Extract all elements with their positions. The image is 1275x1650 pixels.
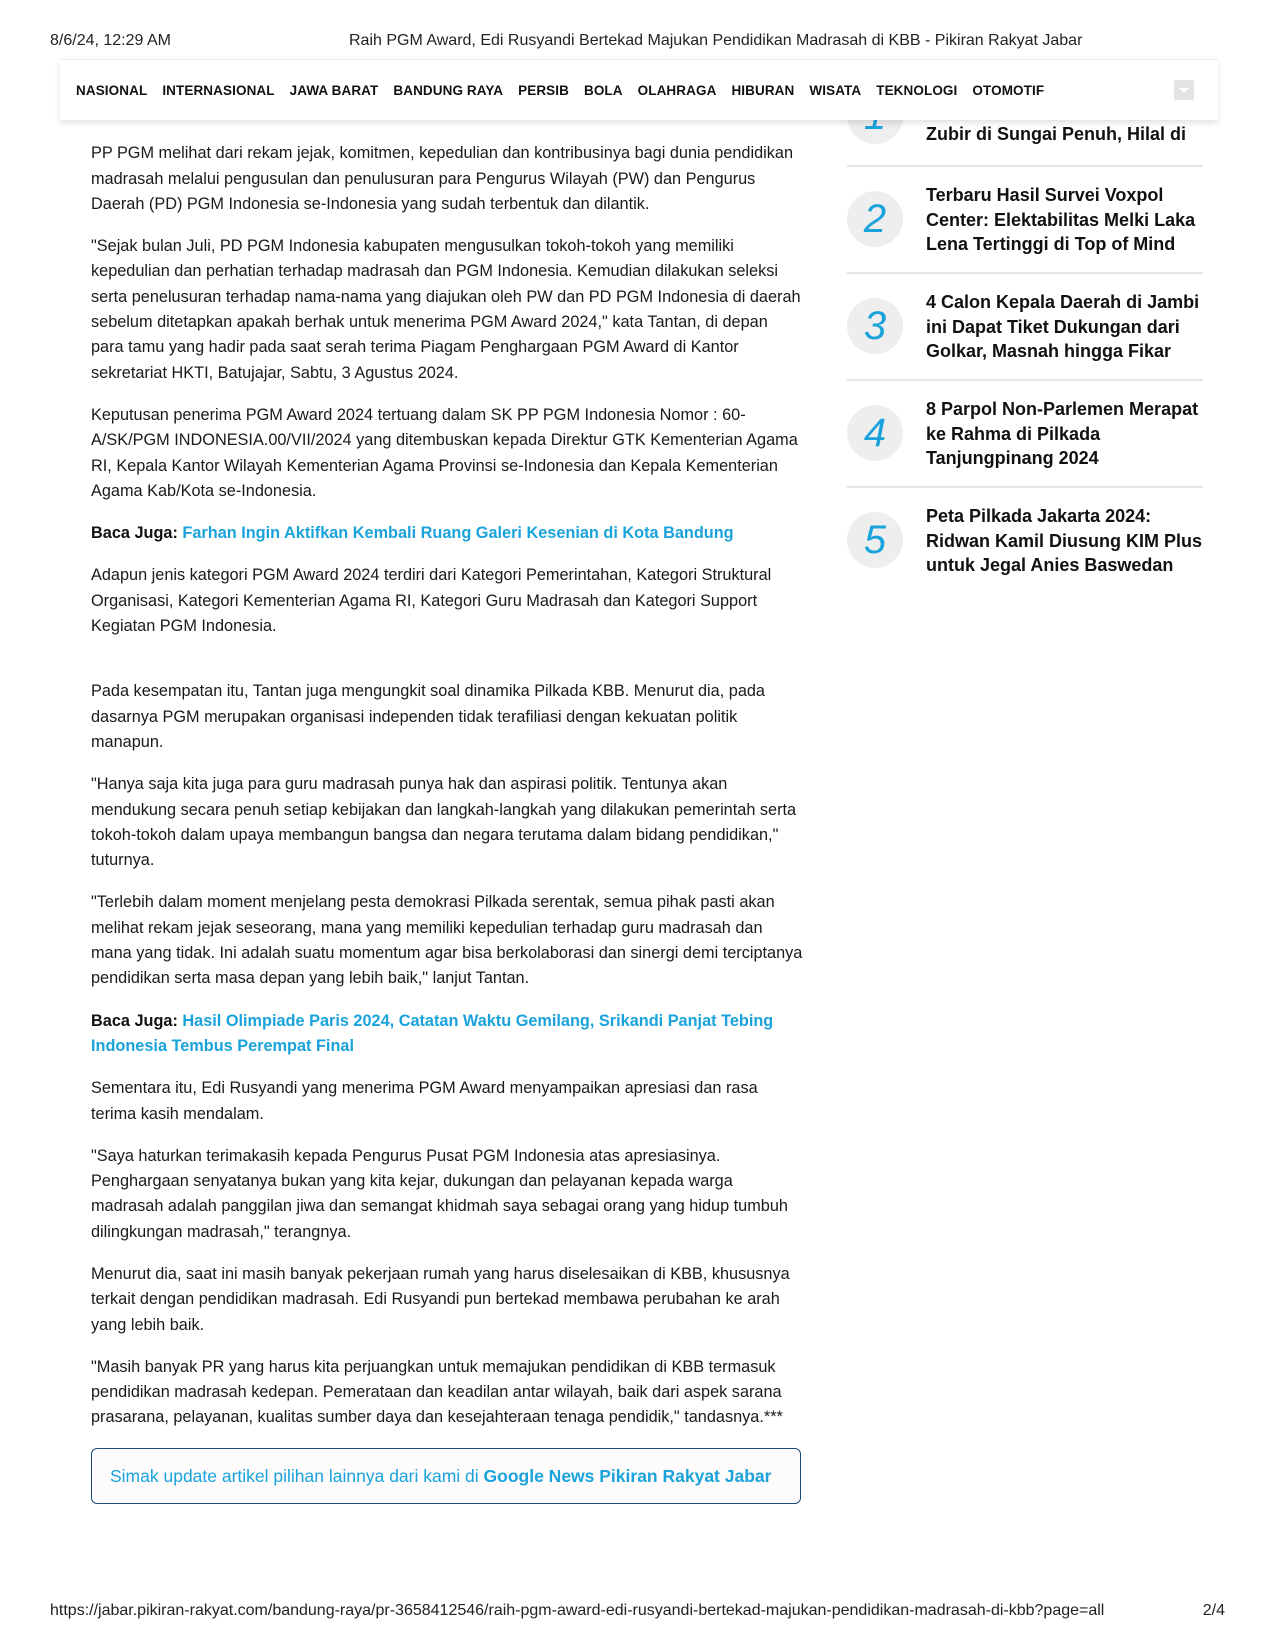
print-header bbox=[50, 32, 1225, 52]
nav-items bbox=[76, 60, 1044, 120]
article-paragraph: "Hanya saja kita juga para guru madrasah punya hak dan aspirasi politik. Tentunya akan mendukung secara penuh setiap kebijakan dan langkah-langkah yang dilakukan pemerintah serta tokoh-tokoh dalam upaya membangun bangsa dan negara terutama dalam bidang pendidikan," tuturnya. bbox=[91, 775, 797, 870]
popular-rank: 5 bbox=[847, 512, 903, 568]
google-news-prefix: Simak update artikel pilihan lainnya dari kami di bbox=[110, 1465, 479, 1486]
nav-item-teknologi[interactable]: TEKNOLOGI bbox=[876, 82, 958, 98]
popular-item[interactable] bbox=[847, 488, 1203, 593]
read-also bbox=[91, 1009, 803, 1060]
article-paragraph: "Masih banyak PR yang harus kita perjuangkan untuk memajukan pendidikan di KBB termasuk pendidikan madrasah kedepan. Pemerataan dan keadilan antar wilayah, baik dari aspek sarana prasarana, pelayanan, kualitas sumber daya dan kesejahteraan tenaga pendidik," tandasnya.*** bbox=[91, 1357, 783, 1427]
popular-title[interactable]: Peta Pilkada Jakarta 2024: Ridwan Kamil Diusung KIM Plus untuk Jegal Anies Baswedan bbox=[926, 506, 1203, 575]
read-also-label: Baca Juga: bbox=[91, 524, 178, 543]
nav-item-persib[interactable]: PERSIB bbox=[518, 82, 569, 98]
print-page-title: Raih PGM Award, Edi Rusyandi Bertekad Majukan Pendidikan Madrasah di KBB - Pikiran Rakyat Jabar bbox=[349, 32, 1083, 49]
article-paragraph: "Terlebih dalam moment menjelang pesta demokrasi Pilkada serentak, semua pihak pasti akan melihat rekam jejak seseorang, mana yang memiliki kepedulian terhadap guru madrasah dan mana yang tidak. Ini adalah suatu momentum agar bisa berkolaborasi dan sinergi demi terciptanya pendidikan serta masa depan yang lebih baik," lanjut Tantan. bbox=[91, 893, 803, 988]
nav-item-internasional[interactable]: INTERNASIONAL bbox=[162, 82, 275, 98]
popular-item[interactable] bbox=[847, 381, 1203, 488]
popular-rank: 4 bbox=[847, 405, 903, 461]
print-url: https://jabar.pikiran-rakyat.com/bandung-raya/pr-3658412546/raih-pgm-award-edi-rusyandi-bertekad-majukan-pendidikan-madrasah-di-kbb?page=all bbox=[50, 1602, 1105, 1619]
popular-title[interactable]: Zubir di Sungai Penuh, Hilal di bbox=[926, 124, 1187, 144]
print-footer bbox=[50, 1602, 1225, 1622]
article-paragraph: Menurut dia, saat ini masih banyak pekerjaan rumah yang harus diselesaikan di KBB, khususnya terkait dengan pendidikan madrasah. Edi Rusyandi pun bertekad membawa perubahan ke arah yang lebih baik. bbox=[91, 1264, 790, 1334]
read-also-link[interactable]: Hasil Olimpiade Paris 2024, Catatan Waktu Gemilang, Srikandi Panjat Tebing Indonesia Tembus Perempat Final bbox=[91, 1011, 774, 1055]
read-also-link[interactable]: Farhan Ingin Aktifkan Kembali Ruang Galeri Kesenian di Kota Bandung bbox=[182, 524, 734, 543]
popular-title[interactable]: 4 Calon Kepala Daerah di Jambi ini Dapat Tiket Dukungan dari Golkar, Masnah hingga Fikar bbox=[926, 292, 1200, 361]
nav-item-wisata[interactable]: WISATA bbox=[809, 82, 862, 98]
google-news-link[interactable]: Google News Pikiran Rakyat Jabar bbox=[483, 1465, 772, 1486]
nav-item-otomotif[interactable]: OTOMOTIF bbox=[972, 82, 1045, 98]
chevron-down-icon[interactable] bbox=[1174, 80, 1194, 100]
read-also bbox=[91, 521, 803, 546]
article-paragraph: "Sejak bulan Juli, PD PGM Indonesia kabupaten mengusulkan tokoh-tokoh yang memiliki kepedulian dan perhatian terhadap madrasah dan PGM Indonesia. Kemudian dilakukan seleksi serta penelusuran terhadap nama-nama yang diajukan oleh PW dan PD PGM Indonesia di daerah sebelum ditetapkan apakah berhak untuk menerima PGM Award 2024," kata Tantan, di depan para tamu yang hadir pada saat serah terima Piagam Penghargaan PGM Award di Kantor sekretariat HKTI, Batujajar, Sabtu, 3 Agustus 2024. bbox=[91, 237, 801, 382]
nav-item-hiburan[interactable]: HIBURAN bbox=[731, 82, 795, 98]
article-paragraph: Adapun jenis kategori PGM Award 2024 terdiri dari Kategori Pemerintahan, Kategori Struktural Organisasi, Kategori Kementerian Agama RI, Kategori Guru Madrasah dan Kategori Support Kegiatan PGM Indonesia. bbox=[91, 566, 772, 636]
nav-item-olahraga[interactable]: OLAHRAGA bbox=[637, 82, 717, 98]
popular-rank: 2 bbox=[847, 191, 903, 247]
read-also-label: Baca Juga: bbox=[91, 1011, 178, 1030]
article-paragraph: "Saya haturkan terimakasih kepada Pengurus Pusat PGM Indonesia atas apresiasinya. Penghargaan senyatanya bukan yang kita kejar, dukungan dan pelayanan kepada warga madrasah adalah panggilan jiwa dan semangat khidmah saya sebagai orang yang hidup tumbuh dilingkungan madrasah," terangnya. bbox=[91, 1146, 788, 1241]
google-news-box bbox=[91, 1448, 801, 1504]
print-date: 8/6/24, 12:29 AM bbox=[50, 32, 171, 49]
popular-sidebar bbox=[847, 80, 1203, 593]
article-body bbox=[91, 99, 803, 1504]
popular-item[interactable] bbox=[847, 167, 1203, 274]
nav-item-jawa-barat[interactable]: JAWA BARAT bbox=[289, 82, 379, 98]
popular-rank: 3 bbox=[847, 298, 903, 354]
popular-title[interactable]: Terbaru Hasil Survei Voxpol Center: Elektabilitas Melki Laka Lena Tertinggi di Top of Mind bbox=[926, 185, 1196, 254]
article-paragraph: PP PGM melihat dari rekam jejak, komitmen, kepedulian dan kontribusinya bagi dunia pendidikan madrasah melalui pengusulan dan penulusuran para Pengurus Wilayah (PW) dan Pengurus Daerah (PD) PGM Indonesia se-Indonesia yang sudah terbentuk dan dilantik. bbox=[91, 144, 793, 213]
popular-item[interactable] bbox=[847, 274, 1203, 381]
article-paragraph: Sementara itu, Edi Rusyandi yang menerima PGM Award menyampaikan apresiasi dan rasa terima kasih mendalam. bbox=[91, 1079, 758, 1123]
nav-item-bandung-raya[interactable]: BANDUNG RAYA bbox=[393, 82, 504, 98]
category-navbar bbox=[60, 59, 1218, 120]
nav-item-nasional[interactable]: NASIONAL bbox=[76, 82, 148, 98]
nav-item-bola[interactable]: BOLA bbox=[583, 82, 623, 98]
article-paragraph: Pada kesempatan itu, Tantan juga mengungkit soal dinamika Pilkada KBB. Menurut dia, pada dasarnya PGM merupakan organisasi independen tidak terafiliasi dengan kekuatan politik manapun. bbox=[91, 682, 765, 751]
article-paragraph: Keputusan penerima PGM Award 2024 tertuang dalam SK PP PGM Indonesia Nomor : 60-A/SK/PGM INDONESIA.00/VII/2024 yang ditembuskan kepada Direktur GTK Kementerian Agama RI, Kepala Kantor Wilayah Kementerian Agama Provinsi se-Indonesia dan Kepala Kementerian Agama Kab/Kota se-Indonesia. bbox=[91, 405, 798, 500]
popular-title[interactable]: 8 Parpol Non-Parlemen Merapat ke Rahma di Pilkada Tanjungpinang 2024 bbox=[926, 399, 1199, 468]
print-page-number: 2/4 bbox=[1202, 1602, 1225, 1619]
